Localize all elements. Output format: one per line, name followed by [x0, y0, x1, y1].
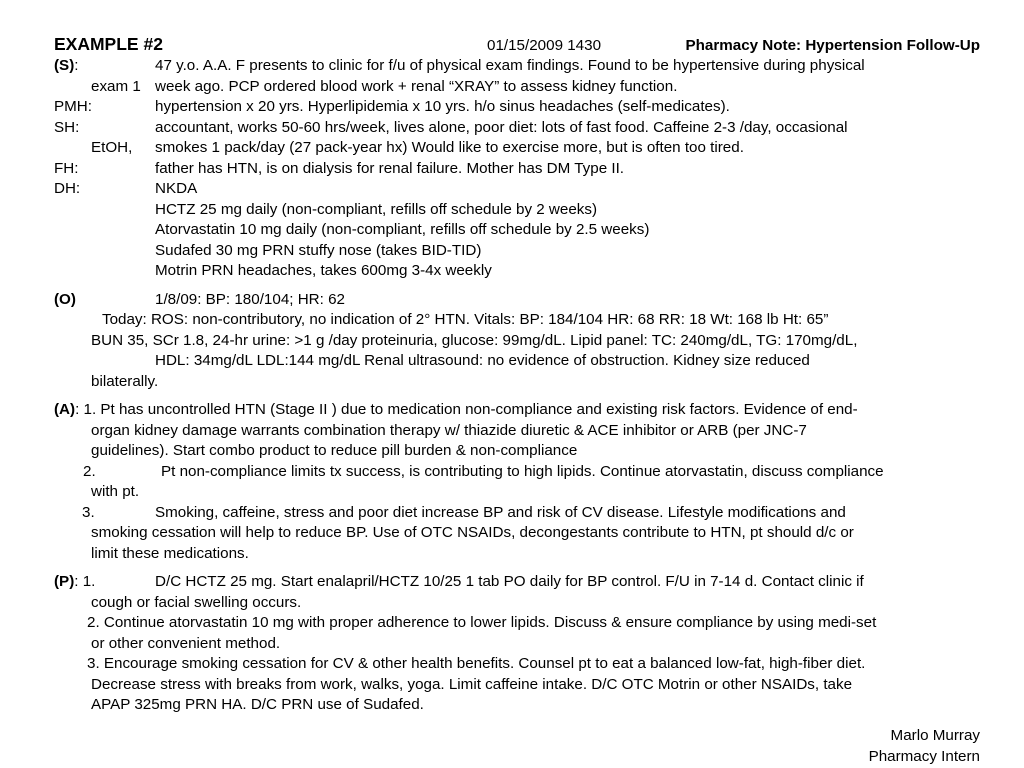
objective-text-1: 1/8/09: BP: 180/104; HR: 62 — [155, 290, 345, 308]
sh-lead-2: EtOH, — [91, 139, 133, 156]
objective-line-1 — [54, 290, 980, 311]
date-time-stamp: 01/15/2009 1430 — [487, 37, 602, 54]
sh-line-1 — [54, 118, 980, 139]
objective-line-5: bilaterally. — [91, 372, 159, 390]
assessment-line-2: organ kidney damage warrants combination therapy w/ thiazide diuretic & ACE inhibitor or ARB (per JNC-7 — [91, 421, 807, 439]
plan-item-2: 2. Continue atorvastatin 10 mg with proper adherence to lower lipids. Discuss & ensure compliance by using medi-set — [87, 614, 877, 631]
assessment-item-3 — [54, 503, 980, 524]
med-line: HCTZ 25 mg daily (non-compliant, refills off schedule by 2 weeks) — [155, 200, 598, 218]
objective-section — [54, 290, 980, 393]
plan-label: (P) — [54, 573, 75, 590]
assessment-text-3: Smoking, caffeine, stress and poor diet increase BP and risk of CV disease. Lifestyle modifications and — [155, 503, 846, 521]
sh-label: SH: — [54, 118, 80, 136]
plan-item-3: 3. Encourage smoking cessation for CV & other health benefits. Counsel pt to eat a balanced low-fat, high-fiber diet. — [87, 655, 866, 672]
med-line: Atorvastatin 10 mg daily (non-compliant, refills off schedule by 2.5 weeks) — [155, 221, 650, 238]
pharmacy-note-page — [54, 34, 980, 716]
assessment-text-1: : 1. Pt has uncontrolled HTN (Stage II ) due to medication non-compliance and existing risk factors. Evidence of end- — [75, 401, 858, 418]
assessment-text-2: Pt non-compliance limits tx success, is contributing to high lipids. Continue atorvastatin, discuss compliance — [161, 462, 884, 480]
objective-line-4: HDL: 34mg/dL LDL:144 mg/dL Renal ultrasound: no evidence of obstruction. Kidney size reduced — [155, 352, 810, 369]
subjective-lead-2: exam 1 — [91, 77, 141, 95]
fh-line — [54, 159, 980, 180]
subjective-line-2 — [54, 77, 980, 98]
assessment-number-2: 2. — [83, 462, 96, 480]
pmh-text: hypertension x 20 yrs. Hyperlipidemia x 10 yrs. h/o sinus headaches (self-medicates). — [155, 98, 730, 115]
fh-text: father has HTN, is on dialysis for renal failure. Mother has DM Type II. — [155, 159, 625, 177]
assessment-line-1 — [54, 400, 980, 421]
signature-role: Pharmacy Intern — [868, 748, 980, 765]
plan-line-1 — [54, 572, 980, 593]
subjective-section — [54, 56, 980, 282]
section-gap — [54, 392, 980, 400]
subjective-line-1 — [54, 56, 980, 77]
subjective-label: (S) — [54, 57, 75, 74]
med-line: Motrin PRN headaches, takes 600mg 3-4x weekly — [155, 262, 492, 279]
objective-line-2: Today: ROS: non-contributory, no indication of 2° HTN. Vitals: BP: 184/104 HR: 68 RR: 18 Wt: 168 lb Ht: 65” — [102, 311, 829, 328]
assessment-label: (A) — [54, 401, 76, 418]
assessment-line-3c: limit these medications. — [91, 544, 249, 562]
objective-line-3: BUN 35, SCr 1.8, 24-hr urine: >1 g /day proteinuria, glucose: 99mg/dL. Lipid panel: TC: 240mg/dL, TG: 170mg/dL, — [91, 331, 858, 349]
assessment-line-3b: smoking cessation will help to reduce BP. Use of OTC NSAIDs, decongestants contribute to HTN, pt should d/c or — [91, 524, 854, 541]
example-title: EXAMPLE #2 — [54, 34, 163, 54]
note-title: Pharmacy Note: Hypertension Follow-Up — [685, 37, 980, 54]
plan-label-cell — [54, 572, 155, 593]
assessment-number-3: 3. — [82, 503, 95, 521]
plan-section — [54, 572, 980, 716]
subjective-text-1: 47 y.o. A.A. F presents to clinic for f/u of physical exam findings. Found to be hypertensive during physical — [155, 57, 865, 74]
pmh-label: PMH: — [54, 98, 92, 115]
subjective-text-2: week ago. PCP ordered blood work + renal “XRAY” to assess kidney function. — [155, 77, 678, 95]
section-gap — [54, 564, 980, 572]
sh-text-2: smokes 1 pack/day (27 pack-year hx) Would like to exercise more, but is often too tired. — [155, 139, 744, 156]
dh-label: DH: — [54, 180, 81, 197]
subjective-colon: : — [74, 57, 79, 74]
signature-name: Marlo Murray — [890, 727, 980, 744]
signature-block — [869, 725, 980, 767]
pmh-line — [54, 97, 980, 118]
assessment-item-2 — [54, 462, 980, 483]
assessment-line-3: guidelines). Start combo product to reduce pill burden & non-compliance — [91, 442, 578, 459]
sh-text-1: accountant, works 50-60 hrs/week, lives alone, poor diet: lots of fast food. Caffeine 2-3 /day, occasional — [155, 118, 848, 136]
plan-text-1: D/C HCTZ 25 mg. Start enalapril/HCTZ 10/25 1 tab PO daily for BP control. F/U in 7-14 d. Contact clinic if — [155, 573, 864, 590]
assessment-section — [54, 400, 980, 564]
dh-text: NKDA — [155, 180, 198, 197]
sh-line-2 — [54, 138, 980, 159]
subjective-label-cell — [54, 56, 155, 77]
section-gap — [54, 282, 980, 290]
objective-label: (O) — [54, 290, 76, 308]
fh-label: FH: — [54, 159, 79, 177]
med-line: Sudafed 30 mg PRN stuffy nose (takes BID-TID) — [155, 241, 482, 259]
plan-line-2b: or other convenient method. — [91, 634, 281, 652]
plan-line-3b: Decrease stress with breaks from work, walks, yoga. Limit caffeine intake. D/C OTC Motrin or other NSAIDs, take — [91, 675, 853, 693]
plan-number-1: : 1. — [74, 573, 96, 590]
plan-line-3c: APAP 325mg PRN HA. D/C PRN use of Sudafed. — [91, 696, 424, 713]
note-header — [54, 34, 980, 56]
assessment-line-2b: with pt. — [91, 483, 140, 500]
plan-line-1b: cough or facial swelling occurs. — [91, 593, 302, 611]
dh-line — [54, 179, 980, 200]
